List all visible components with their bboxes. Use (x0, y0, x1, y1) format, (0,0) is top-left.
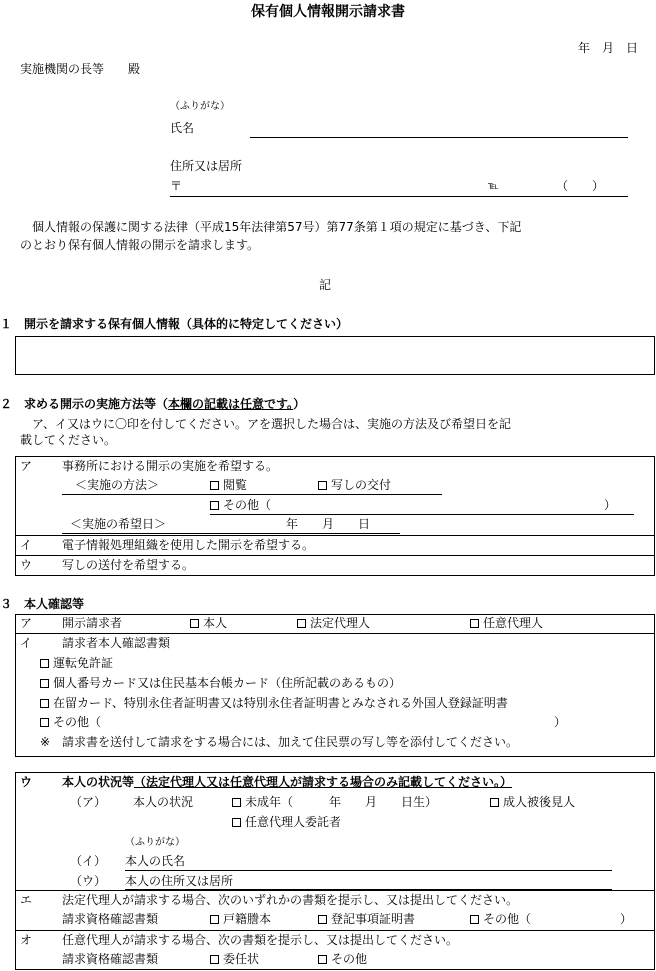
minor-checkbox[interactable] (232, 798, 241, 807)
address-label: 住所又は居所 (170, 159, 243, 173)
opt-self[interactable]: 本人 (190, 617, 227, 629)
residence-checkbox[interactable] (40, 699, 49, 708)
date-value: 年 月 日 (286, 517, 371, 531)
person-name-label: 本人の氏名 (125, 854, 186, 868)
s2-u-mark: ウ (20, 558, 33, 572)
view-checkbox[interactable] (210, 481, 219, 490)
s3-ua: （ア） (70, 795, 107, 809)
s3-a-mark: ア (20, 616, 33, 630)
adult-ward-checkbox[interactable] (490, 798, 499, 807)
e-other-close: ） (620, 912, 633, 926)
tel-label: ℡ (488, 181, 499, 192)
person-name-line[interactable] (125, 870, 612, 871)
name-field-line[interactable] (250, 137, 628, 138)
s3-uu: （ウ） (70, 874, 107, 888)
license-checkbox[interactable] (40, 659, 49, 668)
voluntary-principal-checkbox[interactable] (232, 818, 241, 827)
person-address-label: 本人の住所又は居所 (125, 874, 234, 888)
o-opt-proxy[interactable]: 委任状 (210, 953, 259, 965)
mynumber-checkbox[interactable] (40, 679, 49, 688)
s3-o-text: 任意代理人が請求する場合、次の書類を提示し、又は提出してください。 (62, 933, 459, 947)
s3-u-heading (62, 776, 512, 788)
section-1-heading: １ 開示を請求する保有個人情報（具体的に特定してください） (0, 317, 349, 331)
self-checkbox[interactable] (190, 619, 199, 628)
address-field-line[interactable] (170, 196, 628, 197)
o-opt-other[interactable]: その他 (318, 953, 367, 965)
opt-minor[interactable]: 未成年（ 年 月 日生） (232, 796, 437, 808)
page-title: 保有個人情報開示請求書 (251, 4, 405, 20)
s3-a-label: 開示請求者 (62, 616, 123, 630)
section-2-heading-optional: 本欄の記載は任意です。 (168, 397, 294, 411)
proxy-checkbox[interactable] (210, 955, 219, 964)
tel-paren: （ ） (556, 179, 605, 193)
opt-copy[interactable]: 写しの交付 (318, 479, 391, 491)
s3-i-label: 請求者本人確認書類 (62, 636, 171, 650)
opt-other[interactable]: その他（ (210, 499, 271, 511)
doc-mynumber[interactable]: 個人番号カード又は住民基本台帳カード（住所記載のあるもの） (40, 677, 401, 689)
e-other-checkbox[interactable] (470, 915, 479, 924)
section-3-heading: ３ 本人確認等 (0, 597, 85, 611)
postal-mark: 〒 (170, 179, 183, 193)
e-opt-registry[interactable]: 登記事項証明書 (318, 913, 415, 925)
intro-line-1: 個人情報の保護に関する法律（平成15年法律第57号）第77条第１項の規定に基づき、下記 (20, 220, 522, 234)
status-label: 本人の状況 (133, 795, 194, 809)
doc-other-checkbox[interactable] (40, 718, 49, 727)
e-qual-label: 請求資格確認書類 (62, 912, 159, 926)
s3-u-mark: ウ (20, 775, 33, 789)
legal-checkbox[interactable] (297, 619, 306, 628)
addressee: 実施機関の長等 殿 (20, 62, 141, 76)
doc-other[interactable]: その他（ (40, 716, 101, 728)
s2-a-mark: ア (20, 459, 33, 473)
s3-note: ※ 請求書を送付して請求をする場合には、加えて住民票の写し等を添付してください。 (40, 735, 519, 749)
s3-e-mark: エ (20, 893, 33, 907)
s2-i-text: 電子情報処理組織を使用した開示を希望する。 (62, 538, 315, 552)
opt-adult-ward[interactable]: 成人被後見人 (490, 796, 575, 808)
s3-e-text: 法定代理人が請求する場合、次のいずれかの書類を提示し、又は提出してください。 (62, 893, 519, 907)
date-label: ＜実施の希望日＞ (70, 517, 167, 531)
doc-license[interactable]: 運転免許証 (40, 657, 113, 669)
section-2-heading (0, 398, 305, 410)
copy-checkbox[interactable] (318, 481, 327, 490)
registry-checkbox[interactable] (318, 915, 327, 924)
other-checkbox[interactable] (210, 501, 219, 510)
s3-u-label: 本人の状況等 (62, 775, 135, 789)
s2-a-text: 事務所における開示の実施を希望する。 (62, 459, 279, 473)
o-qual-label: 請求資格確認書類 (62, 952, 159, 966)
section-2-heading-suffix: ） (293, 397, 306, 411)
s3-i-mark: イ (20, 636, 33, 650)
method-label: ＜実施の方法＞ (75, 478, 160, 492)
s3-furigana: （ふりがな） (125, 837, 185, 848)
doc-residence[interactable]: 在留カード、特別永住者証明書又は特別永住者証明書とみなされる外国人登録証明書 (40, 697, 508, 709)
opt-voluntary-principal[interactable]: 任意代理人委託者 (232, 816, 341, 828)
section-1-input-box[interactable] (15, 336, 655, 375)
s2-i-mark: イ (20, 538, 33, 552)
s3-o-mark: オ (20, 933, 33, 947)
e-opt-koseki[interactable]: 戸籍謄本 (210, 913, 271, 925)
opt-view[interactable]: 閲覧 (210, 479, 247, 491)
furigana-label: （ふりがな） (170, 101, 230, 112)
s3-ui: （イ） (70, 854, 107, 868)
s3-u-note: （法定代理人又は任意代理人が請求する場合のみ記載してください。） (134, 775, 513, 789)
voluntary-checkbox[interactable] (470, 619, 479, 628)
s2-u-text: 写しの送付を希望する。 (62, 558, 195, 572)
opt-legal[interactable]: 法定代理人 (297, 617, 370, 629)
request-date: 年 月 日 (578, 41, 639, 55)
name-label: 氏名 (170, 121, 195, 135)
opt-other-close: ） (604, 498, 617, 512)
ki-mark: 記 (319, 278, 332, 292)
section-2-heading-prefix: ２ 求める開示の実施方法等（ (0, 397, 169, 411)
e-opt-other[interactable]: その他（ (470, 913, 531, 925)
o-other-checkbox[interactable] (318, 955, 327, 964)
doc-other-close: ） (554, 715, 567, 729)
person-address-line[interactable] (125, 889, 612, 890)
section-2-note-2: 載してください。 (20, 433, 117, 447)
opt-voluntary[interactable]: 任意代理人 (470, 617, 543, 629)
intro-line-2: のとおり保有個人情報の開示を請求します。 (20, 238, 260, 252)
section-2-note-1: ア、イ又はウに〇印を付してください。アを選択した場合は、実施の方法及び希望日を記 (20, 417, 512, 431)
koseki-checkbox[interactable] (210, 915, 219, 924)
